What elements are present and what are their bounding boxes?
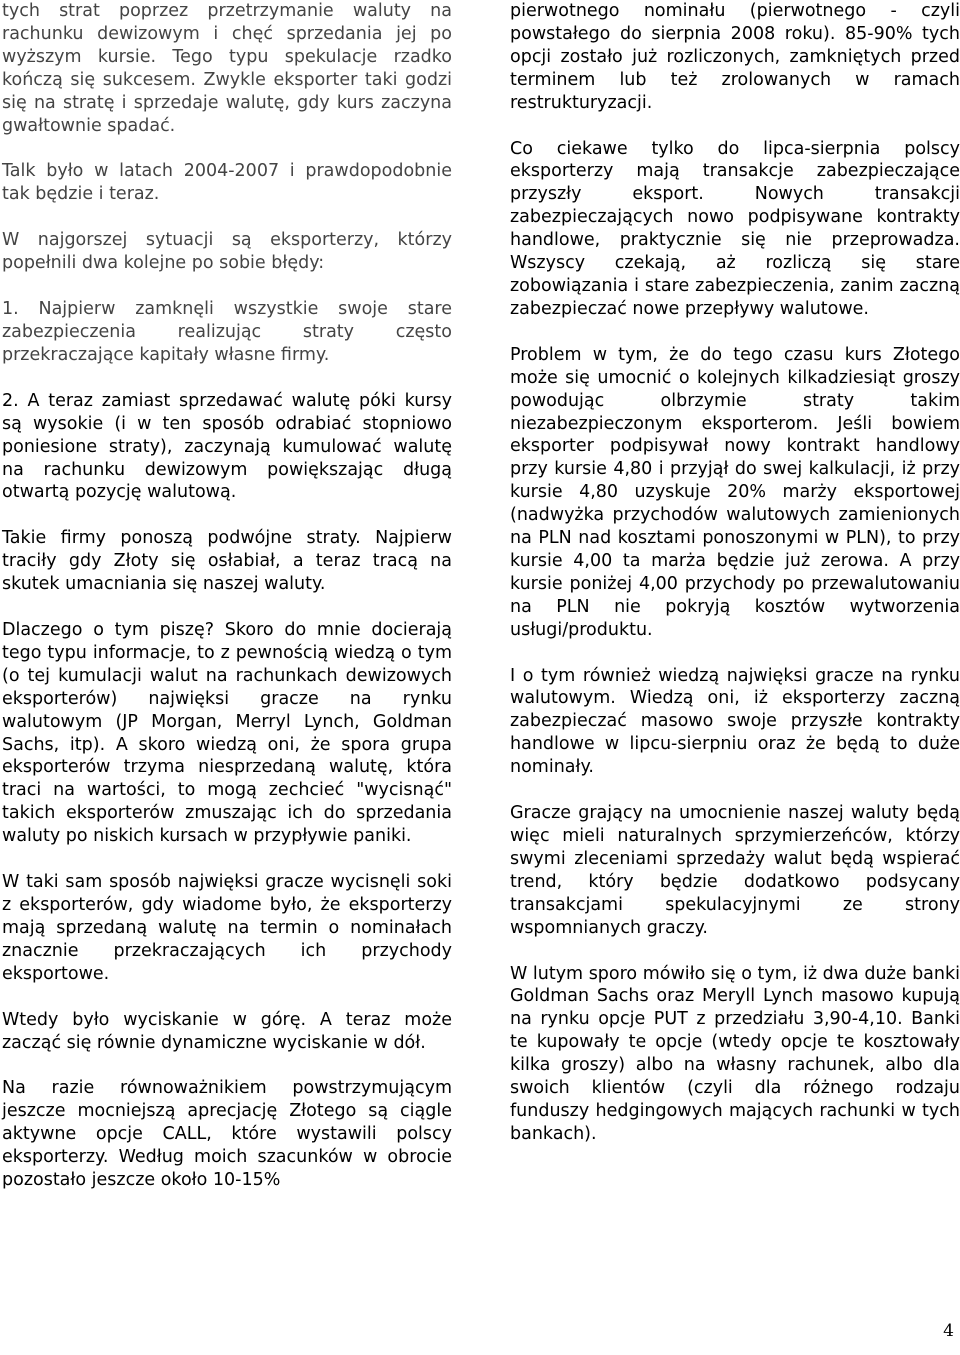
paragraph: W najgorszej sytuacji są eksporterzy, którzy popełnili dwa kolejne po sobie błędy: <box>2 230 452 274</box>
paragraph: Na razie równoważnikiem powstrzymującym jeszcze mocniejszą aprecjację Złotego są ciągle aktywne opcje CALL, które wystawili polscy eksporterzy. Według moich szacunków w obrocie pozostało jeszcze około 10-15% <box>2 1078 452 1191</box>
paragraph: Gracze grający na umocnienie naszej waluty będą więc mieli naturalnych sprzymierzeńców, którzy swymi zleceniami sprzedaży walut będą wspierać trend, który będzie dodatkowo podsycany transakcjami spekulacyjnymi ze strony wspomnianych graczy. <box>510 803 960 938</box>
paragraph: tych strat poprzez przetrzymanie waluty na rachunku dewizowym i chęć sprzedania jej po wyższym kursie. Tego typu spekulacje rzadko kończą się sukcesem. Zwykle eksporter taki godzi się na stratę i sprzedaje walutę, gdy kurs zaczyna gwałtownie spadać. <box>2 1 452 136</box>
paragraph: Dlaczego o tym piszę? Skoro do mnie docierają tego typu informacje, to z pewnością wiedzą o tym (o tej kumulacji walut na rachunkach dewizowych eksporterów) najwięksi gracze na rynku walutowym (JP Morgan, Merryl Lynch, Goldman Sachs, itp). A skoro wiedzą oni, że spora grupa eksporterów trzyma niesprzedaną walutę, która traci na wartości, to mogą zechcieć "wycisnąć" takich eksporterów zmuszając ich do sprzedania waluty po niskich kursach w przypływie paniki. <box>2 620 452 847</box>
paragraph: 2. A teraz zamiast sprzedawać walutę póki kursy są wysokie (i w ten sposób odrabiać stopniowo poniesione straty), zaczynają kumulować walutę na rachunku dewizowym powiększając długą otwartą pozycję walutową. <box>2 390 452 503</box>
paragraph: 1. Najpierw zamknęli wszystkie swoje stare zabezpieczenia realizując straty często przekraczające kapitały własne firmy. <box>2 299 452 365</box>
paragraph: W taki sam sposób najwięksi gracze wycisnęli soki z eksporterów, gdy wiadome było, że eksporterzy mają sprzedaną walutę na termin o nominałach znacznie przekraczających ich przychody eksportowe. <box>2 872 452 984</box>
paragraph: Talk było w latach 2004-2007 i prawdopodobnie tak będzie i teraz. <box>2 161 452 205</box>
right-column <box>510 0 960 1169</box>
paragraph: Takie firmy ponoszą podwójne straty. Najpierw traciły gdy Złoty się osłabiał, a teraz tracą na skutek umacniania się naszej waluty. <box>2 528 452 595</box>
page-number: 4 <box>943 1321 954 1341</box>
left-column <box>2 0 452 1215</box>
paragraph: Problem w tym, że do tego czasu kurs Złotego może się umocnić o kolejnych kilkadziesiąt groszy powodując olbrzymie straty takim niezabezpieczonym eksporterom. Jeśli bowiem eksporter podpisywał nowy kontrakt handlowy przy kursie 4,80 i przyjął do swej kalkulacji, iż przy kursie 4,80 uzyskuje 20% marży eksportowej (nadwyżka przychodów walutowych zamienionych na PLN nad kosztami ponoszonymi w PLN), to przy kursie 4,00 ta marża będzie już zerowa. A przy kursie poniżej 4,00 przychody po przewalutowaniu na PLN nie pokryją kosztów wytworzenia usługi/produktu. <box>510 344 960 640</box>
paragraph: W lutym sporo mówiło się o tym, iż dwa duże banki Goldman Sachs oraz Meryll Lynch masowo kupują na rynku opcje PUT z przedziału 3,90-4,10. Banki te kupowały te opcje (wtedy opcje te kosztowały kilka groszy) albo na własny rachunek, albo dla swoich klientów (czyli dla różnego rodzaju funduszy hedgingowych mających rachunki w tych bankach). <box>510 963 960 1144</box>
paragraph: Wtedy było wyciskanie w górę. A teraz może zacząć się równie dynamiczne wyciskanie w dół. <box>2 1009 452 1053</box>
paragraph: pierwotnego nominału (pierwotnego - czyli powstałego do sierpnia 2008 roku). 85-90% tych opcji zostało już rozliczonych, zamkniętych przed terminem lub też zrolowanych w ramach restrukturyzacji. <box>510 1 960 113</box>
paragraph: I o tym również wiedzą najwięksi gracze na rynku walutowym. Wiedzą oni, iż eksporterzy zaczną zabezpieczać masowo swoje przyszłe kontrakty handlowe w lipcu-sierpniu oraz że będą to duże nominały. <box>510 665 960 778</box>
paragraph: Co ciekawe tylko do lipca-sierpnia polscy eksporterzy mają transakcje zabezpieczające przyszły eksport. Nowych transakcji zabezpieczających nowo podpisywane kontrakty handlowe, praktycznie się nie przeprowadza. Wszyscy czekają, aż rozliczą się stare zobowiązania i stare zabezpieczenia, zanim zaczną zabezpieczać nowe przepływy walutowe. <box>510 138 960 319</box>
